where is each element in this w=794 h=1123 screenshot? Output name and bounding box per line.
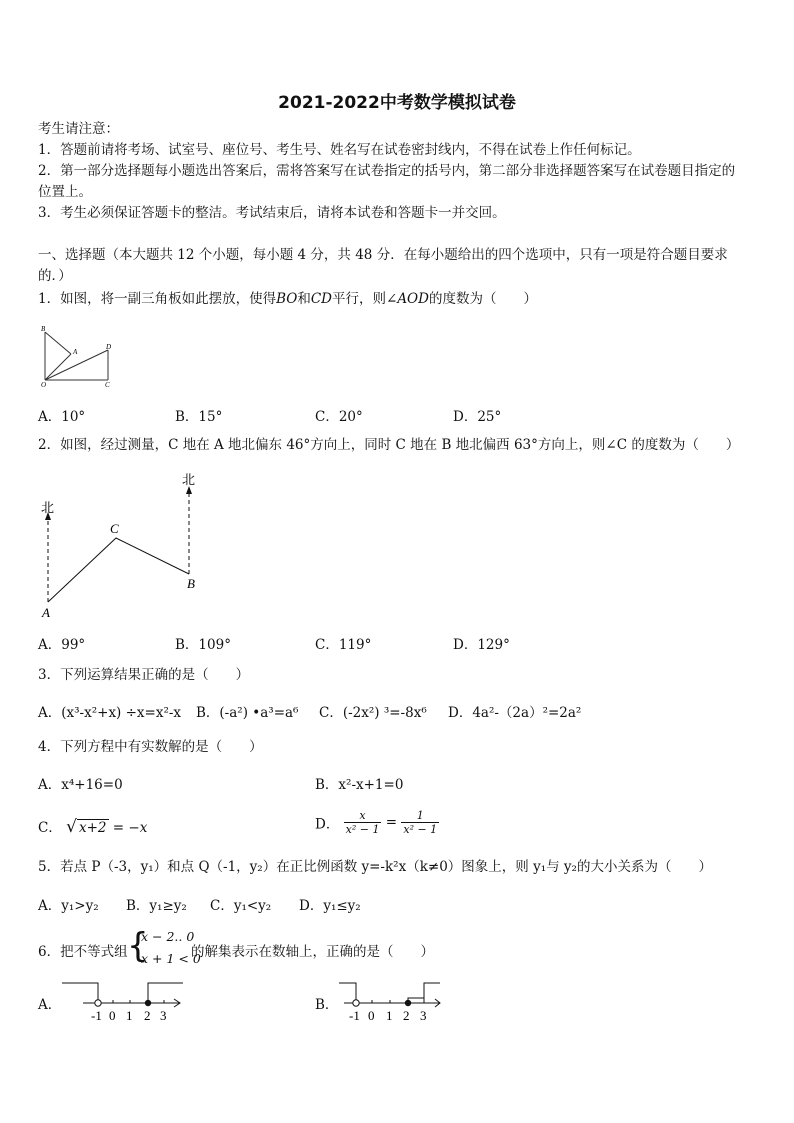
north-arrow-b-icon [186,486,192,494]
page-title: 2021-2022中考数学模拟试卷 [278,93,516,113]
tick-label: 2 [144,1008,151,1022]
question-2-option-a[interactable]: A．99° [38,637,86,653]
question-5-option-c[interactable]: C．y₁<y₂ [210,898,272,914]
open-point [353,1000,359,1006]
question-5-stem: 5．若点 P（-3，y₁）和点 Q（-1，y₂）在正比例函数 y=-k²x（k≠0）图象上，则 y₁与 y₂的大小关系为（ ） [38,859,712,875]
question-2-option-b[interactable]: B．109° [175,637,231,653]
solution-bracket-left [339,983,356,1003]
question-3-option-b[interactable]: B．(-a²) •a³=a⁶ [196,705,299,721]
label-b: B [187,576,195,591]
tick-label: 3 [420,1008,427,1022]
question-5-option-d[interactable]: D．y₁≤y₂ [299,898,361,914]
closed-point [145,1000,151,1006]
question-4-option-a[interactable]: A．x⁴+16=0 [38,777,123,793]
question-3-option-a[interactable]: A．(x³-x²+x) ÷x=x²-x [38,705,182,721]
option-letter: D． [315,816,340,833]
stem-text: 的解集表示在数轴上，正确的是（ ） [191,944,434,960]
question-4-option-d[interactable] [315,809,439,836]
stem-text: 的度数为（ ） [428,291,537,307]
angle-aod: AOD [397,291,429,307]
label-c: C [105,381,110,388]
notice-item: 位置上。 [38,184,92,200]
number-line-b [336,976,446,1022]
tick-label: 2 [403,1008,410,1022]
inequality-1: x − 2.. 0 [141,929,195,944]
label-a: A [42,605,50,620]
label-o: O [41,381,47,388]
fraction-left [344,809,382,836]
denominator: x² − 1 [403,823,438,836]
closed-point [405,1000,411,1006]
question-3-option-c[interactable]: C．(-2x²) ³=-8x⁶ [319,705,427,721]
question-1-option-b[interactable]: B．15° [175,409,223,425]
question-1-figure [38,322,118,388]
solution-bracket-right [148,983,183,1003]
label-d: D [106,343,112,351]
question-2-stem: 2．如图，经过测量，C 地在 A 地北偏东 46°方向上，同时 C 地在 B 地北偏西 63°方向上，则∠C 的度数为（ ） [38,437,740,453]
question-4-option-b[interactable]: B．x²-x+1=0 [315,777,404,793]
notice-item: 2．第一部分选择题每小题选出答案后，需将答案写在试卷指定的括号内，第二部分非选择题答案写在试卷题目指定的 [38,163,736,179]
fraction-right [401,809,439,836]
section-heading-cont: 的．） [38,268,72,284]
north-label-b: 北 [182,472,196,487]
tick-label: 0 [109,1008,116,1022]
question-5-option-b[interactable]: B．y₁≥y₂ [126,898,187,914]
question-2-option-d[interactable]: D．129° [453,637,510,653]
numerator: 1 [401,809,439,823]
equals-sign: = [385,814,398,831]
denominator: x² − 1 [345,823,380,836]
stem-text: 平行，则∠ [332,291,398,307]
question-1-option-d[interactable]: D．25° [453,409,502,425]
stem-text: 1．如图，将一副三角板如此摆放，使得 [38,291,277,307]
stem-text: 6．把不等式组 [38,944,128,960]
equation-rhs: = −x [112,820,148,836]
question-6-option-b[interactable]: B． [315,997,339,1013]
stem-text: 和 [297,291,311,307]
brace-icon: { [127,926,149,966]
question-1-option-a[interactable]: A．10° [38,409,86,425]
label-a: A [73,348,78,356]
sqrt-icon: √ [66,817,77,837]
inequality-2: x + 1 < 0 [141,951,201,966]
question-1-option-c[interactable]: C．20° [315,409,363,425]
question-3-stem: 3．下列运算结果正确的是（ ） [38,667,250,683]
radicand: x+2 [78,820,107,836]
question-4-option-c[interactable] [38,816,147,837]
number-line-a [58,976,188,1022]
segment-bo: BO [276,291,298,307]
notice-item: 3．考生必须保证答题卡的整洁。考试结束后，请将本试卷和答题卡一并交回。 [38,205,506,221]
path-acb [48,538,189,602]
tick-label: 0 [368,1008,375,1022]
segment-ba-line [45,332,71,354]
open-point [95,1000,101,1006]
numerator: x [344,809,382,823]
question-2-option-c[interactable]: C．119° [315,637,372,653]
tick-label: -1 [349,1008,360,1022]
question-1-stem [38,289,537,310]
notice-heading: 考生请注意： [38,121,119,137]
tick-label: 1 [126,1008,133,1022]
tick-label: -1 [91,1008,102,1022]
question-4-stem: 4．下列方程中有实数解的是（ ） [38,739,263,755]
segment-ao-line [45,354,71,380]
label-b: B [41,325,46,333]
notice-item: 1．答题前请将考场、试室号、座位号、考生号、姓名写在试卷密封线内，不得在试卷上作任何标记。 [38,142,641,158]
tick-label: 3 [160,1008,167,1022]
question-3-option-d[interactable]: D．4a²-（2a）²=2a² [448,705,582,721]
question-6-option-a[interactable]: A． [38,997,62,1013]
segment-cd: CD [310,291,332,307]
section-heading: 一、选择题（本大题共 12 个小题，每小题 4 分，共 48 分．在每小题给出的四个选项中，只有一项是符合题目要求 [38,247,728,263]
option-letter: C． [38,820,62,836]
question-5-option-a[interactable]: A．y₁>y₂ [38,898,99,914]
solution-bracket-left [62,983,98,1003]
question-2-figure [36,466,206,622]
label-c: C [110,521,119,536]
tick-label: 1 [386,1008,393,1022]
solution-bracket-right [424,983,440,998]
north-label-a: 北 [41,500,55,515]
